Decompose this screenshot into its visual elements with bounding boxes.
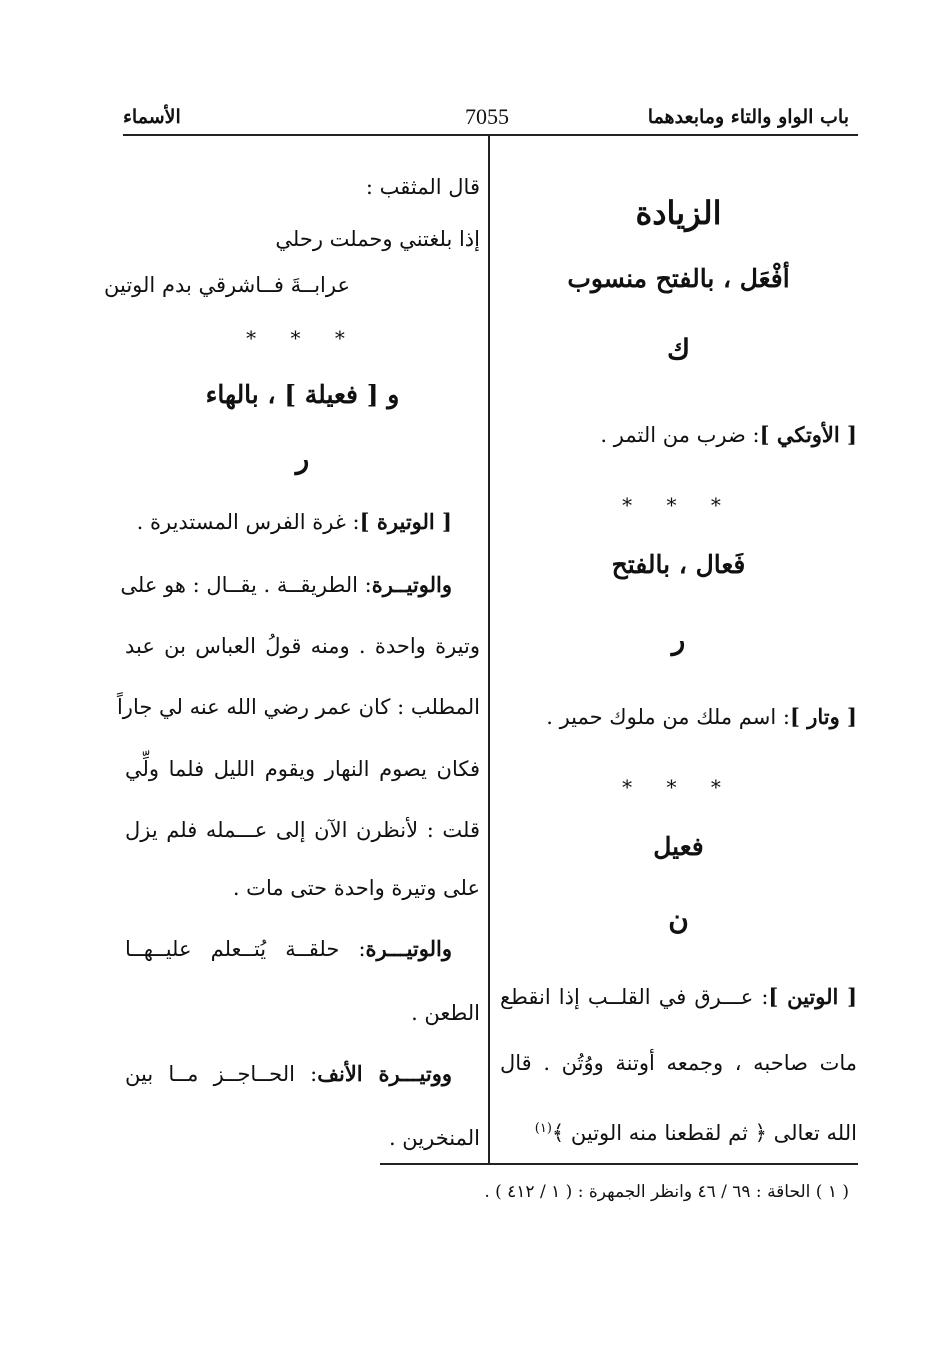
root-letter-kaf: ك	[666, 333, 691, 366]
pattern-fail: فعيل	[653, 832, 704, 861]
entry-watira-2-line-5: قلت : لأنظرن الآن إلى عـــمله فلم يزل	[125, 818, 480, 842]
footnote-rule	[380, 1163, 858, 1165]
quran-quote: الله تعالى ﴿ ثم لقطعنا منه الوتين ﴾	[551, 1121, 857, 1145]
entry-watira-2-line-1	[120, 565, 452, 605]
column-divider	[488, 135, 490, 1165]
header-section-title: باب الواو والتاء ومابعدهما	[647, 106, 849, 128]
separator-stars: * * *	[246, 326, 359, 350]
entry-watira-3-line-1	[125, 929, 452, 969]
entry-term: ووتيـــرة الأنف	[317, 1061, 452, 1086]
entry-watin-line-2: مات صاحبه ، وجمعه أوتنة ووُتُن . قال	[500, 1051, 857, 1075]
footnote: ( ١ ) الحاقة : ٦٩ / ٤٦ وانظر الجمهرة : ( ١ / ٤١٢ ) .	[484, 1182, 849, 1202]
root-letter-ra: ر	[671, 623, 686, 656]
entry-term: [ الأوتكي ]	[759, 422, 857, 447]
pattern-faal: فَعال ، بالفتح	[611, 550, 746, 579]
separator-stars: * * *	[622, 493, 735, 517]
entry-watira-2-line-6: على وتيرة واحدة حتى مات .	[232, 876, 480, 900]
header-category: الأسماء	[123, 106, 181, 128]
entry-watin-line-3	[535, 1109, 857, 1149]
entry-definition: : غرة الفرس المستديرة .	[136, 510, 360, 534]
entry-watira-2-line-2: وتيرة واحدة . ومنه قولُ العباس بن عبد	[125, 634, 480, 658]
entry-term: [ وتار ]	[789, 704, 857, 729]
entry-watin-line-1	[500, 977, 857, 1017]
entry-definition: : اسم ملك من ملوك حمير .	[546, 705, 790, 729]
entry-watira-3-line-2: الطعن .	[411, 1001, 480, 1025]
entry-awtaki	[600, 415, 857, 455]
entry-definition: : ضرب من التمر .	[600, 423, 760, 447]
entry-term: [ الوتيرة ]	[359, 509, 452, 534]
verse-line-1: إذا بلغتني وحملت رحلي	[275, 227, 480, 251]
root-letter-ra: ر	[295, 442, 310, 475]
entry-definition: : الحــاجــز مــا بين	[125, 1062, 318, 1086]
footnote-marker: (١)	[534, 1121, 552, 1136]
page-number: 7055	[465, 104, 509, 129]
pattern-faila: و [ فعيلة ] ، بالهاء	[205, 380, 400, 409]
entry-watira-1	[137, 502, 452, 542]
separator-stars: * * *	[622, 775, 735, 799]
pattern-afal: أفْعَل ، بالفتح منسوب	[567, 264, 790, 293]
entry-term: [ الوتين ]	[768, 984, 857, 1009]
heading-ziyada: الزيادة	[635, 194, 722, 232]
entry-term: والوتيـــرة	[365, 936, 452, 961]
entry-definition: : حلقــة يُتــعلم عليــهــا	[125, 937, 366, 961]
entry-definition: : الطريقــة . يقــال : هو على	[120, 573, 372, 597]
entry-definition: : عـــرق في القلــب إذا انقطع	[500, 985, 769, 1009]
quote-intro: قال المثقب :	[365, 175, 480, 199]
entry-watira-2-line-4: فكان يصوم النهار ويقوم الليل فلما ولِّي	[125, 757, 480, 781]
header-rule	[123, 134, 858, 136]
entry-watira-2-line-3: المطلب : كان عمر رضي الله عنه لي جاراً	[116, 695, 480, 719]
verse-line-2: عرابــةَ فــاشرقي بدم الوتين	[104, 273, 350, 297]
entry-term: والوتيــرة	[371, 572, 452, 597]
entry-watira-4-line-1	[125, 1054, 452, 1094]
entry-wattar	[546, 697, 857, 737]
root-letter-nun: ن	[668, 903, 689, 936]
entry-watira-4-line-2: المنخرين .	[388, 1126, 480, 1150]
